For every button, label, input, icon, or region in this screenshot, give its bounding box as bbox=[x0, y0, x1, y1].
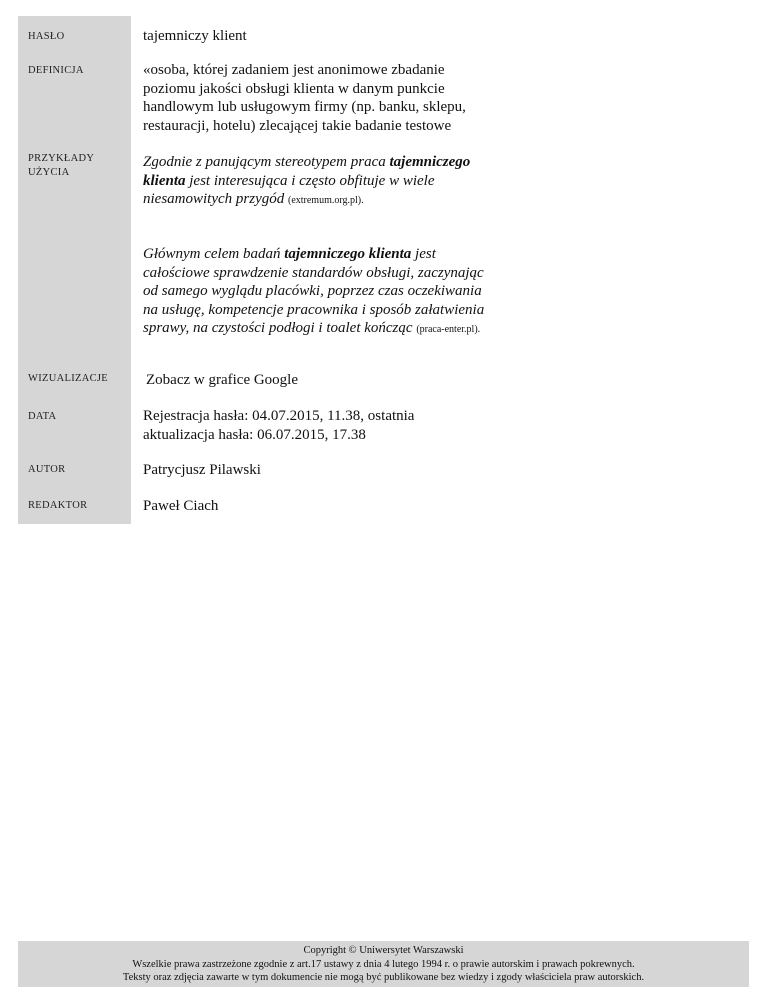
usage-text: jest interesująca i często obfituje w wiele niesamowitych przygód bbox=[143, 172, 435, 207]
redaktor-value: Paweł Ciach bbox=[143, 498, 219, 514]
usage-text: Głównym celem badań bbox=[143, 246, 285, 262]
usage-keyword: tajemniczego klienta bbox=[284, 246, 412, 262]
przyklady-label-line2: UŻYCIA bbox=[28, 167, 70, 178]
usage-example-2 bbox=[143, 245, 491, 340]
definicja-label: DEFINICJA bbox=[28, 65, 84, 76]
przyklady-label-line1: PRZYKŁADY bbox=[28, 153, 95, 164]
wizualizacje-label: WIZUALIZACJE bbox=[28, 373, 108, 384]
redaktor-label: REDAKTOR bbox=[28, 500, 88, 511]
autor-value: Patrycjusz Pilawski bbox=[143, 462, 261, 478]
usage-keyword: tajemniczego klienta bbox=[143, 154, 471, 189]
label-column bbox=[18, 16, 131, 524]
usage-example-1 bbox=[143, 153, 483, 211]
autor-label: AUTOR bbox=[28, 464, 66, 475]
footer-notice: Teksty oraz zdjęcia zawarte w tym dokumencie nie mogą być publikowane bez wiedzy i zgody właściciela praw autorskich. bbox=[122, 972, 645, 983]
footer-copyright: Copyright © Uniwersytet Warszawski bbox=[303, 945, 464, 956]
haslo-label: HASŁO bbox=[28, 31, 65, 42]
copyright-footer bbox=[18, 941, 749, 987]
usage-text: jest całościowe sprawdzenie standardów obsługi, zaczynając od samego wyglądu placówki, poprzez czas oczekiwania na usługę, kompetencje pracownika i sposób załatwienia sprawy, na czystości podłogi i toalet kończąc bbox=[143, 246, 485, 336]
data-label: DATA bbox=[28, 411, 57, 422]
usage-text: Zgodnie z panującym stereotypem praca bbox=[143, 154, 390, 170]
usage-source: (extremum.org.pl). bbox=[287, 195, 364, 206]
data-value-line1: Rejestracja hasła: 04.07.2015, 11.38, ostatnia bbox=[143, 408, 415, 424]
usage-source: (praca-enter.pl). bbox=[416, 324, 481, 335]
przyklady-label bbox=[28, 152, 94, 180]
definicja-value: «osoba, której zadaniem jest anonimowe zbadanie poziomu jakości obsługi klienta w danym punkcie handlowym lub usługowym firmy (np. banku, sklepu, restauracji, hotelu) zlecającej takie badanie testowe bbox=[143, 62, 466, 134]
footer-rights: Wszelkie prawa zastrzeżone zgodnie z art.17 ustawy z dnia 4 lutego 1994 r. o prawie autorskim i prawach pokrewnych. bbox=[132, 958, 635, 970]
data-value-line2: aktualizacja hasła: 06.07.2015, 17.38 bbox=[143, 426, 366, 443]
haslo-value: tajemniczy klient bbox=[143, 28, 247, 44]
google-images-link[interactable]: Zobacz w grafice Google bbox=[146, 372, 299, 388]
data-value bbox=[143, 407, 493, 444]
